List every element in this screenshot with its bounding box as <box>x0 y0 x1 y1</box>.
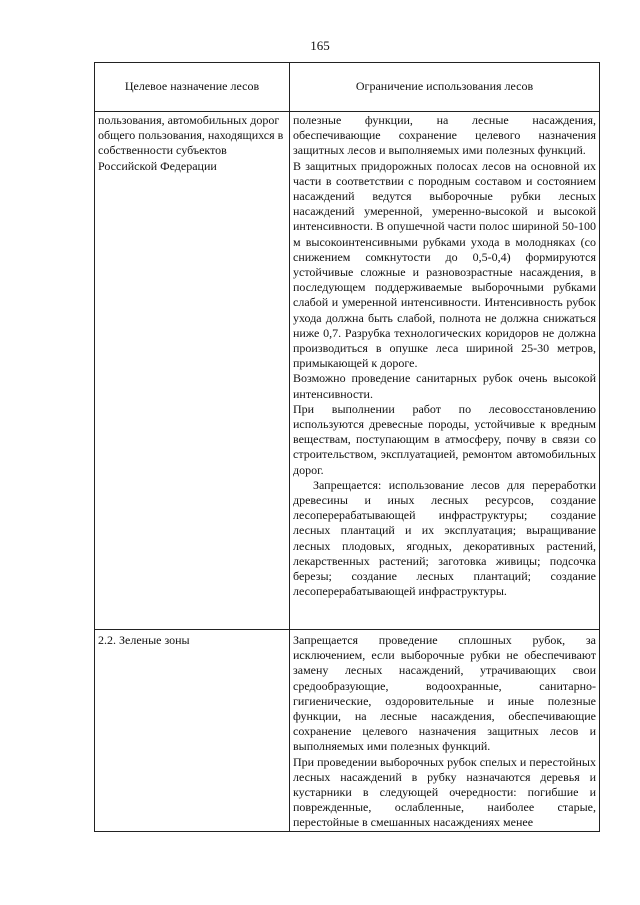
restriction-paragraph: Запрещается: использование лесов для переработки древесины и иных лесных ресурсов, создание лесоперерабатывающей инфраструктуры; создание лесных плантаций и их эксплуатация; выращивание лесных плодовых, ягодных, декоративных растений, лекарственных растений; заготовка живицы; подсочка березы; создание лесных плантаций; создание лесоперерабатывающей инфраструктуры. <box>293 477 596 599</box>
restriction-paragraph: Возможно проведение санитарных рубок очень высокой интенсивности. <box>293 371 596 401</box>
header-purpose: Целевое назначение лесов <box>95 63 290 112</box>
restriction-paragraph: При выполнении работ по лесовосстановлению используются древесные породы, устойчивые к вредным веществам, поступающим в атмосферу, почву в связи со строительством, эксплуатацией, ремонтом автомобильных дорог. <box>293 401 596 477</box>
table-header-row <box>95 63 600 112</box>
restriction-paragraph: Запрещается проведение сплошных рубок, за исключением, если выборочные рубки не обеспечивают замену лесных насаждений, утрачивающих свои средообразующие, водоохранные, санитарно-гигиенические, оздоровительные и иные полезные функции, на лесные насаждения, обеспечивающие сохранение целевого назначения защитных лесов и выполняемых ими полезных функций. <box>293 633 596 754</box>
purpose-cell <box>95 112 290 630</box>
purpose-text: 2.2. Зеленые зоны <box>98 633 190 647</box>
table-row <box>95 630 600 832</box>
table-row <box>95 112 600 630</box>
restrictions-cell <box>290 112 600 630</box>
header-restrictions: Ограничение использования лесов <box>290 63 600 112</box>
restriction-paragraph: полезные функции, на лесные насаждения, обеспечивающие сохранение целевого назначения защитных лесов и выполняемых ими полезных функций. <box>293 113 596 158</box>
forest-restrictions-table <box>94 62 600 832</box>
purpose-text: пользования, автомобильных дорог общего пользования, находящихся в собственности субъектов Российской Федерации <box>98 113 284 173</box>
restriction-paragraph: В защитных придорожных полосах лесов на основной их части в соответствии с породным составом и состоянием насаждений ведутся выборочные рубки лесных насаждений умеренной, умеренно-высокой и высокой интенсивности. В опушечной части полос шириной 50-100 м высокоинтенсивными рубками ухода в молодняках (со снижением сомкнутости до 0,5-0,4) формируются устойчивые сложные и разновозрастные насаждения, в последующем поддерживаемые выборочными рубками слабой и умеренной интенсивности. Интенсивность рубок ухода должна быть слабой, полнота не должна снижаться ниже 0,7. Разрубка технологических коридоров не должна производиться в опушке леса шириной 25-30 метров, примыкающей к дороге. <box>293 158 596 371</box>
restriction-paragraph: При проведении выборочных рубок спелых и перестойных лесных насаждений в рубку назначаются деревья и кустарники в следующей очередности: погибшие и поврежденные, ослабленные, наиболее старые, перестойные в смешанных насаждениях менее <box>293 754 596 830</box>
purpose-cell <box>95 630 290 832</box>
page-number: 165 <box>310 38 330 53</box>
restrictions-cell <box>290 630 600 832</box>
